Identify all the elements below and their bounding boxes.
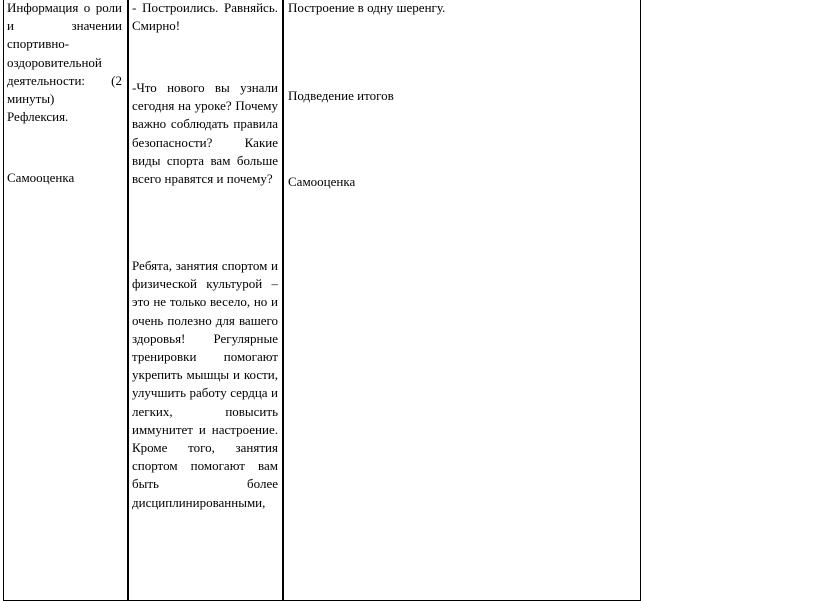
student-activity-column <box>285 0 640 600</box>
stage-self-assessment: Самооценка <box>7 170 75 185</box>
lesson-plan-table <box>3 0 641 601</box>
conclusion-block <box>132 257 278 512</box>
stage-info-block <box>7 0 122 126</box>
summary-block <box>288 87 636 105</box>
stage-info-text: Информация о роли и значении спортивно-оздоровительной деятельности: (2 минуты) <box>7 0 122 107</box>
teacher-activity-column <box>129 0 282 600</box>
questions-block <box>132 79 278 188</box>
stage-reflection: Рефлексия. <box>7 109 69 125</box>
teacher-questions: -Что нового вы узнали сегодня на уроке? Почему важно соблюдать правила безопасности? Какие виды спорта вам больше всего нравятся и почему? <box>132 80 278 187</box>
column-divider <box>283 0 284 600</box>
student-self-assessment: Самооценка <box>288 174 356 189</box>
command-block <box>132 0 278 35</box>
stage-self-assessment-block <box>7 169 122 187</box>
student-self-assessment-block <box>288 173 636 191</box>
student-summary: Подведение итогов <box>288 88 394 103</box>
student-formation: Построение в одну шеренгу. <box>288 0 446 15</box>
teacher-conclusion: Ребята, занятия спортом и физической культурой – это не только весело, но и очень полезно для вашего здоровья! Регулярные тренировки помогают укрепить мышцы и кости, улучшить работу сердца и легких, повысить иммунитет и настроение. Кроме того, занятия спортом помогают вам быть более дисциплинированными, <box>132 258 278 510</box>
formation-block <box>288 0 636 17</box>
teacher-command: - Построились. Равняйсь. Смирно! <box>132 0 278 34</box>
stage-column <box>4 0 126 600</box>
